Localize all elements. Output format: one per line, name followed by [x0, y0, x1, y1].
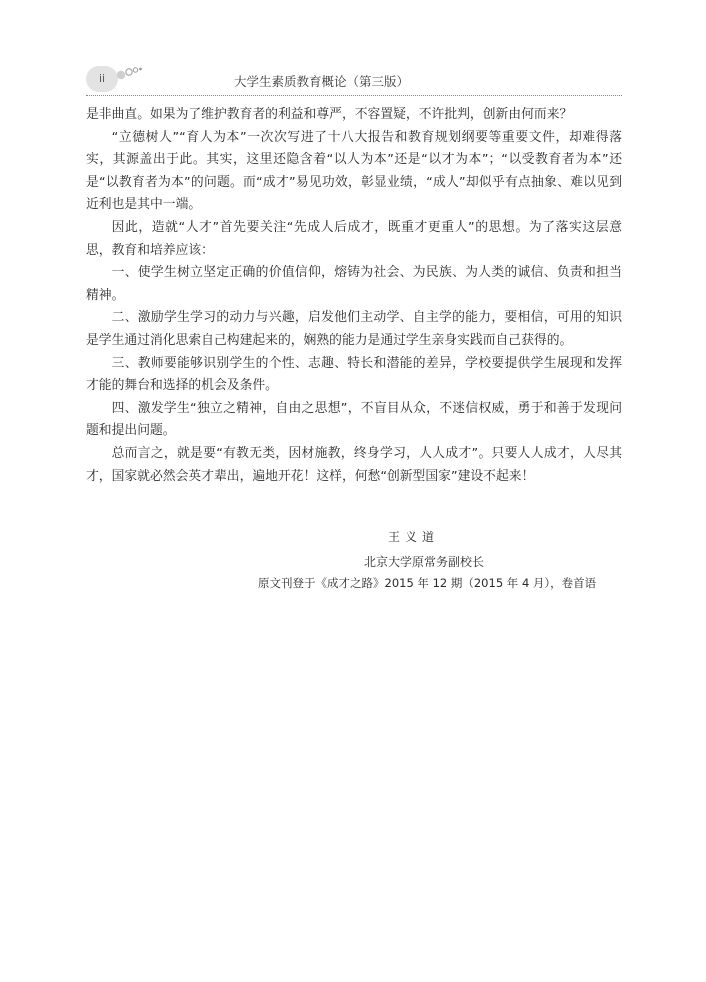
author-title: 北京大学原常务副校长 — [364, 555, 485, 569]
body-text — [86, 104, 622, 488]
paragraph: 一、使学生树立坚定正确的价值信仰，熔铸为社会、为民族、为人类的诚信、负责和担当精神。 — [86, 265, 622, 303]
paragraph: 总而言之，就是要“有教无类，因材施教，终身学习，人人成才”。只要人人成才，人尽其才，国家就必然会英才辈出，遍地开花！这样，何愁“创新型国家”建设不起来！ — [86, 445, 622, 484]
paragraph: 因此，造就“人才”首先要关注“先成人后成才，既重才更重人”的思想。为了落实这层意思，教育和培养应该： — [86, 219, 622, 258]
source-note: 原文刊登于《成才之路》2015 年 12 期（2015 年 4 月），卷首语 — [258, 576, 597, 590]
decorative-dots-icon — [116, 66, 146, 82]
paragraph: “立德树人”“育人为本”一次次写进了十八大报告和教育规划纲要等重要文件，却难得落实，其源盖出于此。其实，这里还隐含着“以人为本”还是“以才为本”；“以受教育者为本”还是“以教育者为本”的问题。而“成才”易见功效，彰显业绩，“成人”却似乎有点抽象、难以见到近利也是其中一端。 — [86, 129, 622, 213]
page-number: ii — [86, 66, 118, 92]
running-header — [86, 66, 622, 96]
paragraph: 是非曲直。如果为了维护教育者的利益和尊严，不容置疑，不许批判，创新由何而来？ — [86, 107, 573, 122]
book-title: 大学生素质教育概论（第三版） — [234, 74, 410, 89]
paragraph: 三、教师要能够识别学生的个性、志趣、特长和潜能的差异，学校要提供学生展现和发挥才能的舞台和选择的机会及条件。 — [86, 355, 622, 394]
header-divider — [86, 95, 622, 96]
paragraph: 四、激发学生“独立之精神，自由之思想”，不盲目从众，不迷信权威，勇于和善于发现问题和提出问题。 — [86, 400, 622, 439]
author-name: 王义道 — [388, 530, 440, 544]
paragraph: 二、激励学生学习的动力与兴趣，启发他们主动学、自主学的能力，要相信，可用的知识是学生通过消化思索自己构建起来的，娴熟的能力是通过学生亲身实践而自己获得的。 — [86, 310, 622, 348]
